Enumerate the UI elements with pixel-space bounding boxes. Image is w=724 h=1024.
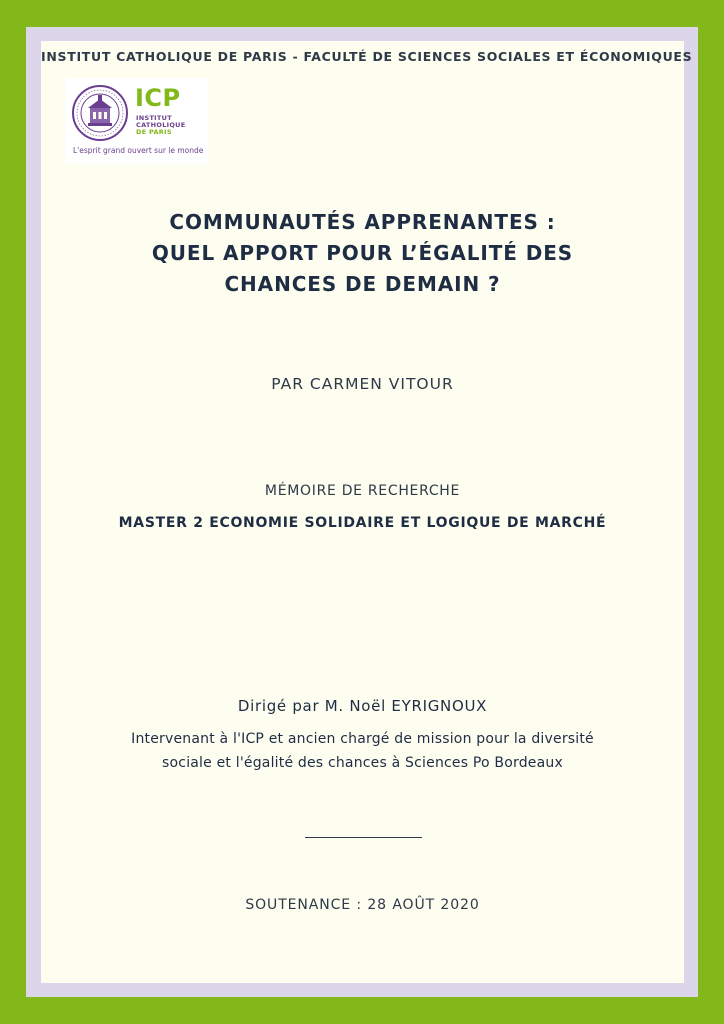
supervisor-desc-line-2: sociale et l'égalité des chances à Sciences Po Bordeaux	[162, 755, 563, 771]
thesis-title	[41, 207, 684, 300]
supervisor-desc-line-1: Intervenant à l'ICP et ancien chargé de mission pour la diversité	[131, 731, 594, 747]
title-line-2: QUEL APPORT POUR L’ÉGALITÉ DES	[151, 241, 574, 265]
title-line-1: COMMUNAUTÉS APPRENANTES :	[169, 210, 556, 234]
university-seal-icon	[71, 84, 129, 142]
defense-date: SOUTENANCE : 28 AOÛT 2020	[245, 897, 480, 913]
author-name: PAR CARMEN VITOUR	[271, 375, 454, 393]
supervisor-line: Dirigé par M. Noël EYRIGNOUX	[237, 697, 488, 715]
logo-name: ICP	[135, 84, 181, 112]
divider-line	[305, 837, 422, 838]
logo-line-institut: INSTITUT	[136, 114, 172, 122]
supervisor-description	[41, 727, 684, 775]
title-line-3: CHANCES DE DEMAIN ?	[224, 272, 501, 296]
thesis-program: MASTER 2 ECONOMIE SOLIDAIRE ET LOGIQUE DE MARCHÉ	[118, 515, 607, 531]
icp-logo	[65, 78, 208, 164]
institution-header: INSTITUT CATHOLIQUE DE PARIS - FACULTÉ DE SCIENCES SOCIALES ET ÉCONOMIQUES	[41, 49, 693, 64]
logo-line-de-paris: DE PARIS	[136, 128, 172, 136]
thesis-type: MÉMOIRE DE RECHERCHE	[264, 483, 461, 499]
logo-line-catholique: CATHOLIQUE	[136, 121, 186, 129]
cover-page	[41, 41, 693, 983]
logo-motto: L'esprit grand ouvert sur le monde	[73, 146, 204, 155]
